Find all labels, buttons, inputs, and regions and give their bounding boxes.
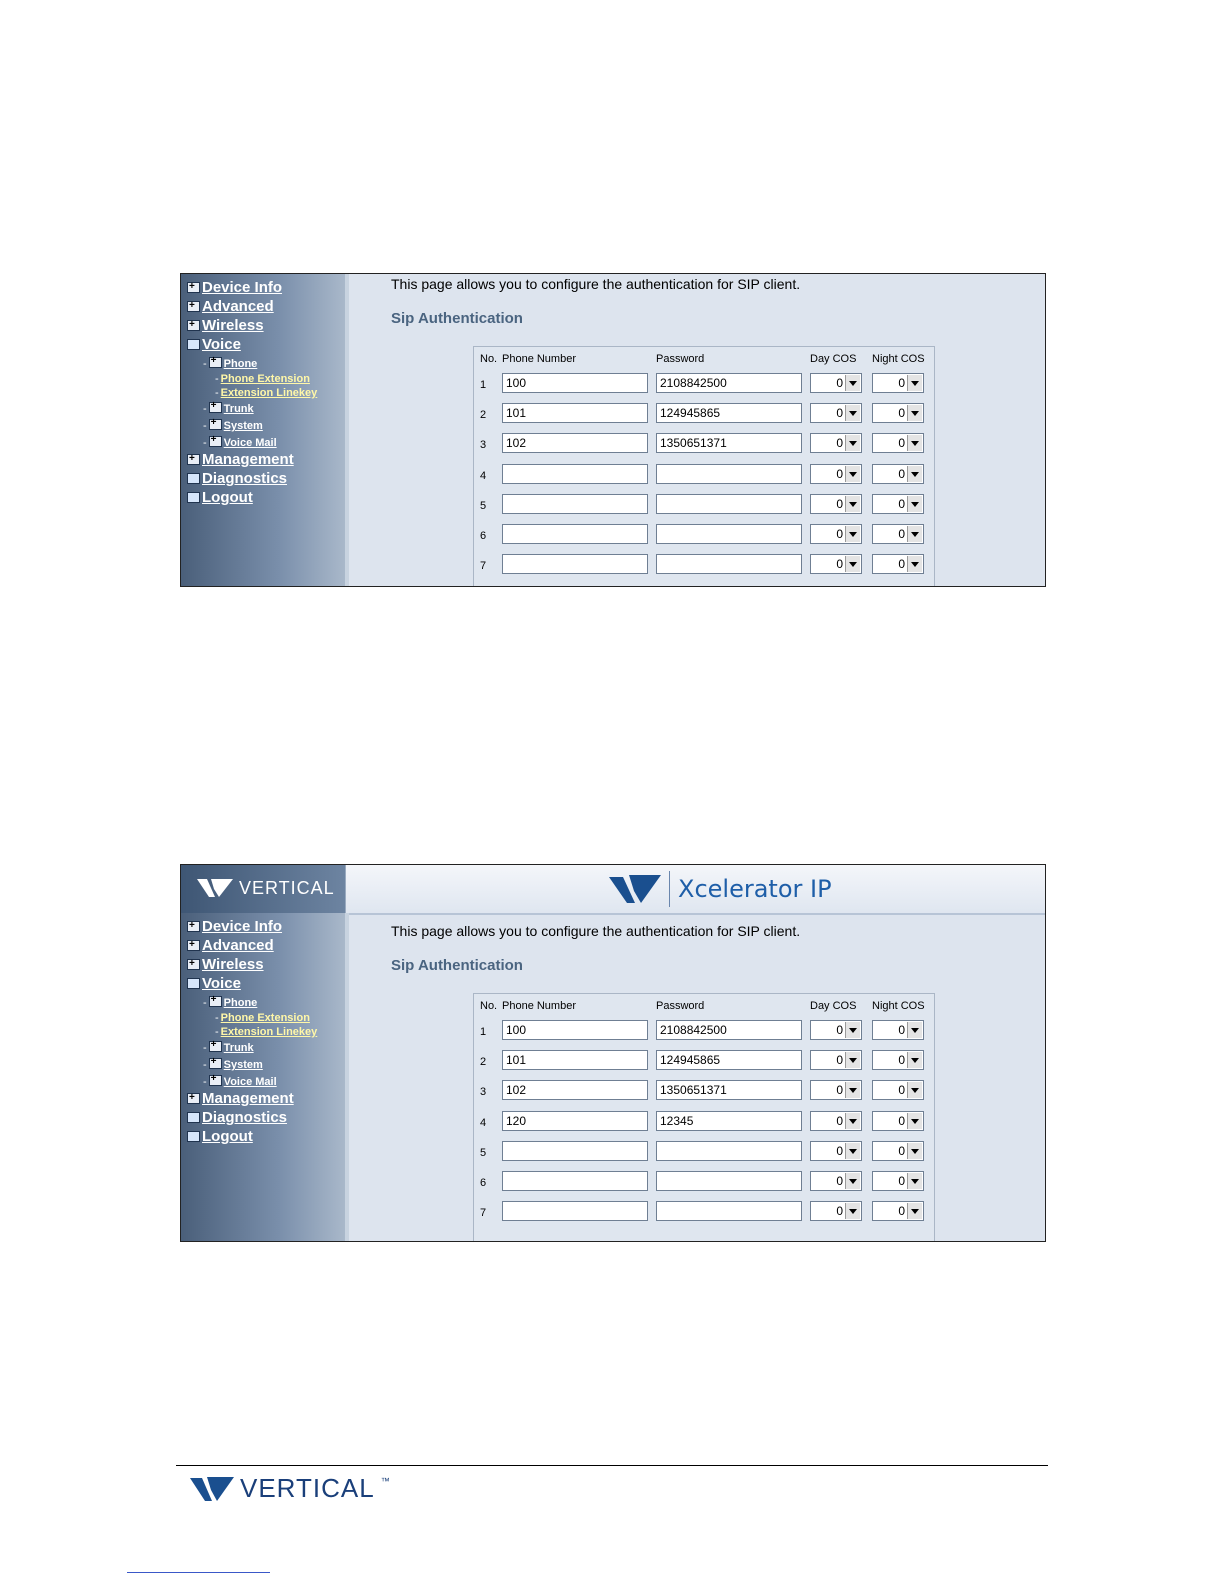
footer-rule: [176, 1465, 1048, 1466]
password-input[interactable]: 124945865: [656, 403, 802, 423]
night-cos-select[interactable]: [872, 554, 924, 574]
select-value: 0: [836, 496, 843, 511]
table-row: [474, 494, 934, 524]
row-number: 7: [480, 560, 487, 573]
night-cos-select[interactable]: [872, 403, 924, 423]
day-cos-select[interactable]: [810, 433, 862, 453]
nav-item-phone: [181, 993, 345, 1010]
xcelerator-logo-icon: [609, 873, 661, 905]
footer-link-underline[interactable]: [127, 1572, 270, 1573]
row-number: 1: [480, 1026, 487, 1038]
password-input[interactable]: [656, 1201, 802, 1221]
column-header-day-cos: Day COS: [810, 1000, 857, 1012]
chevron-down-icon[interactable]: [845, 375, 860, 391]
nav-item-voice-mail: [181, 1072, 345, 1089]
select-value: 0: [898, 527, 905, 541]
column-header-night-cos: Night COS: [872, 1000, 925, 1012]
day-cos-select[interactable]: [810, 494, 862, 514]
column-header-password: Password: [656, 1000, 705, 1012]
nav-item-extension-linekey: [181, 1024, 345, 1038]
nav-link-wireless[interactable]: Wireless: [202, 956, 264, 973]
select-value: 0: [898, 557, 905, 572]
product-name: Xcelerator IP: [678, 875, 832, 903]
page-intro: This page allows you to configure the authentication for SIP client.: [391, 276, 801, 292]
chevron-down-icon[interactable]: [907, 435, 922, 451]
nav-link-device-info[interactable]: Device Info: [202, 918, 283, 935]
night-cos-select[interactable]: [872, 1020, 924, 1040]
nav-item-diagnostics: [181, 1108, 345, 1127]
nav-item-advanced: [181, 297, 345, 316]
nav-item-trunk: [181, 1038, 345, 1055]
row-number: 7: [480, 1207, 487, 1220]
chevron-down-icon[interactable]: [845, 1203, 860, 1219]
night-cos-select[interactable]: [872, 1050, 924, 1070]
select-value: 0: [836, 1143, 843, 1158]
table-row: [474, 1171, 934, 1201]
night-cos-select[interactable]: [872, 1111, 924, 1131]
select-value: 0: [898, 1174, 905, 1188]
plus-folder-icon: [187, 940, 200, 951]
trademark: ™: [380, 1475, 390, 1486]
nav-item-voice: [181, 335, 345, 354]
nav-item-phone: [181, 354, 345, 371]
night-cos-select[interactable]: [872, 373, 924, 393]
table-row: [474, 464, 934, 494]
row-number: 6: [480, 1177, 487, 1189]
night-cos-select[interactable]: [872, 1080, 924, 1100]
phone-number-input[interactable]: [502, 1201, 648, 1221]
night-cos-select[interactable]: [872, 1171, 924, 1191]
day-cos-select[interactable]: [810, 1111, 862, 1131]
nav-item-advanced: [181, 936, 345, 955]
plus-folder-icon: [209, 357, 222, 368]
chevron-down-icon[interactable]: [907, 526, 922, 542]
chevron-down-icon[interactable]: [907, 1203, 922, 1219]
phone-number-input[interactable]: [502, 1171, 648, 1191]
nav-link-logout[interactable]: Logout: [202, 1128, 253, 1145]
chevron-down-icon[interactable]: [845, 1052, 860, 1068]
chevron-down-icon[interactable]: [907, 375, 922, 391]
night-cos-select[interactable]: [872, 1141, 924, 1161]
table-row: [474, 1201, 934, 1231]
plus-folder-icon: [209, 419, 222, 430]
chevron-down-icon[interactable]: [907, 1082, 922, 1098]
phone-number-input[interactable]: 120: [502, 1111, 648, 1131]
row-number: 6: [480, 530, 487, 542]
sip-auth-table: [473, 993, 935, 1242]
nav-link-voice[interactable]: Voice: [202, 975, 241, 992]
nav-item-wireless: [181, 316, 345, 335]
chevron-down-icon[interactable]: [845, 556, 860, 572]
nav-link-logout[interactable]: Logout: [202, 489, 253, 506]
select-value: 0: [898, 1143, 905, 1158]
select-value: 0: [898, 466, 905, 481]
chevron-down-icon[interactable]: [907, 1173, 922, 1189]
nav-link-trunk[interactable]: Trunk: [223, 1042, 254, 1054]
plus-folder-icon: [187, 1093, 200, 1104]
column-header-phone-number: Phone Number: [502, 1000, 576, 1012]
password-input[interactable]: 2108842500: [656, 373, 802, 393]
tree-dash: -: [203, 1059, 207, 1071]
chevron-down-icon[interactable]: [845, 496, 860, 512]
day-cos-select[interactable]: [810, 373, 862, 393]
sidebar: [181, 913, 349, 1241]
night-cos-select[interactable]: [872, 524, 924, 544]
nav-link-voice[interactable]: Voice: [202, 336, 241, 353]
nav-item-phone-extension: [181, 371, 345, 385]
select-value: 0: [898, 406, 905, 421]
nav-link-extension-linekey[interactable]: Extension Linekey: [220, 387, 318, 399]
nav-item-voice-mail: [181, 433, 345, 450]
page-intro: This page allows you to configure the authentication for SIP client.: [391, 923, 801, 939]
chevron-down-icon[interactable]: [907, 1052, 922, 1068]
row-number: 2: [480, 409, 487, 422]
vertical-logo-icon: [197, 877, 233, 899]
nav-item-wireless: [181, 955, 345, 974]
select-value: 0: [836, 376, 843, 390]
nav-link-system[interactable]: System: [223, 420, 263, 432]
table-row: [474, 373, 934, 403]
tree-dash: -: [203, 1042, 207, 1054]
select-value: 0: [836, 436, 843, 451]
row-number: 2: [480, 1056, 487, 1069]
day-cos-select[interactable]: [810, 524, 862, 544]
app-header: [181, 865, 1045, 915]
phone-number-input[interactable]: [502, 464, 648, 484]
nav-link-phone-extension[interactable]: Phone Extension: [220, 373, 310, 385]
nav-item-voice: [181, 974, 345, 993]
password-input[interactable]: 1350651371: [656, 1080, 802, 1100]
table-row: [474, 1141, 934, 1171]
plus-folder-icon: [209, 996, 222, 1007]
nav-link-phone[interactable]: Phone: [223, 358, 258, 370]
select-value: 0: [836, 1023, 843, 1037]
chevron-down-icon[interactable]: [845, 1113, 860, 1129]
nav-link-diagnostics[interactable]: Diagnostics: [202, 470, 288, 487]
password-input[interactable]: [656, 554, 802, 574]
column-header-day-cos: Day COS: [810, 353, 857, 365]
night-cos-select[interactable]: [872, 433, 924, 453]
tree-dash: -: [215, 1012, 219, 1024]
chevron-down-icon[interactable]: [907, 1143, 922, 1159]
nav-link-advanced[interactable]: Advanced: [202, 298, 274, 315]
plus-folder-icon: [187, 301, 200, 312]
nav-link-management[interactable]: Management: [202, 451, 294, 468]
nav-item-management: [181, 1089, 345, 1108]
open-folder-icon: [187, 339, 200, 350]
day-cos-select[interactable]: [810, 1141, 862, 1161]
password-input[interactable]: 2108842500: [656, 1020, 802, 1040]
chevron-down-icon[interactable]: [907, 556, 922, 572]
column-header-password: Password: [656, 353, 705, 365]
plus-folder-icon: [209, 1041, 222, 1052]
table-row: [474, 1111, 934, 1141]
column-header-no-: No.: [480, 353, 498, 365]
row-number: 3: [480, 439, 487, 452]
select-value: 0: [836, 466, 843, 481]
nav-item-logout: [181, 1127, 345, 1146]
nav-link-voice-mail[interactable]: Voice Mail: [223, 1076, 277, 1088]
screenshot-sip-auth-after: [180, 864, 1046, 1242]
nav-item-management: [181, 450, 345, 469]
nav-link-device-info[interactable]: Device Info: [202, 279, 283, 296]
phone-number-input[interactable]: 102: [502, 1080, 648, 1100]
select-value: 0: [898, 1083, 905, 1098]
day-cos-select[interactable]: [810, 1080, 862, 1100]
section-title: Sip Authentication: [391, 957, 523, 974]
night-cos-select[interactable]: [872, 464, 924, 484]
tree-dash: -: [215, 1026, 219, 1038]
select-value: 0: [898, 376, 905, 390]
nav-item-diagnostics: [181, 469, 345, 488]
chevron-down-icon[interactable]: [845, 1173, 860, 1189]
nav-tree: [181, 274, 345, 507]
select-value: 0: [836, 1174, 843, 1188]
row-number: 1: [480, 379, 487, 391]
brand-name: VERTICAL: [239, 877, 335, 898]
column-header-phone-number: Phone Number: [502, 353, 576, 365]
vertical-logo-icon: [190, 1475, 234, 1503]
phone-number-input[interactable]: [502, 1141, 648, 1161]
table-row: [474, 403, 934, 433]
day-cos-select[interactable]: [810, 1050, 862, 1070]
plus-folder-icon: [209, 436, 222, 447]
plus-folder-icon: [187, 959, 200, 970]
section-title: Sip Authentication: [391, 310, 523, 327]
nav-link-phone-extension[interactable]: Phone Extension: [220, 1012, 310, 1024]
select-value: 0: [898, 1023, 905, 1037]
night-cos-select[interactable]: [872, 1201, 924, 1221]
day-cos-select[interactable]: [810, 1201, 862, 1221]
password-input[interactable]: [656, 1141, 802, 1161]
phone-number-input[interactable]: 101: [502, 403, 648, 423]
nav-link-phone[interactable]: Phone: [223, 997, 258, 1009]
row-number: 5: [480, 1146, 487, 1159]
sidebar: [181, 274, 349, 586]
nav-link-trunk[interactable]: Trunk: [223, 403, 254, 415]
nav-tree: [181, 913, 345, 1146]
tree-dash: -: [203, 997, 207, 1009]
select-value: 0: [898, 496, 905, 511]
select-value: 0: [898, 1113, 905, 1128]
password-input[interactable]: 1350651371: [656, 433, 802, 453]
plus-folder-icon: [187, 320, 200, 331]
row-number: 4: [480, 469, 487, 482]
nav-item-system: [181, 416, 345, 433]
nav-item-phone-extension: [181, 1010, 345, 1024]
header-brand-panel: [181, 865, 346, 913]
chevron-down-icon[interactable]: [845, 1082, 860, 1098]
plus-folder-icon: [209, 1058, 222, 1069]
product-title: [609, 871, 832, 907]
nav-link-voice-mail[interactable]: Voice Mail: [223, 437, 277, 449]
night-cos-select[interactable]: [872, 494, 924, 514]
column-header-night-cos: Night COS: [872, 353, 925, 365]
nav-item-logout: [181, 488, 345, 507]
chevron-down-icon[interactable]: [845, 405, 860, 421]
password-input[interactable]: [656, 1171, 802, 1191]
chevron-down-icon[interactable]: [907, 496, 922, 512]
footer-brand-name: VERTICAL: [240, 1473, 375, 1503]
chevron-down-icon[interactable]: [845, 526, 860, 542]
chevron-down-icon[interactable]: [907, 405, 922, 421]
folder-icon: [187, 473, 200, 484]
phone-number-input[interactable]: [502, 494, 648, 514]
table-row: [474, 524, 934, 554]
phone-number-input[interactable]: 100: [502, 1020, 648, 1040]
day-cos-select[interactable]: [810, 403, 862, 423]
phone-number-input[interactable]: [502, 524, 648, 544]
open-folder-icon: [187, 978, 200, 989]
select-value: 0: [898, 1204, 905, 1219]
select-value: 0: [836, 1113, 843, 1128]
sip-auth-table: [473, 346, 935, 587]
nav-item-device-info: [181, 278, 345, 297]
phone-number-input[interactable]: 100: [502, 373, 648, 393]
plus-folder-icon: [209, 1075, 222, 1086]
row-number: 3: [480, 1086, 487, 1099]
password-input[interactable]: [656, 524, 802, 544]
plus-folder-icon: [187, 454, 200, 465]
nav-item-extension-linekey: [181, 385, 345, 399]
day-cos-select[interactable]: [810, 554, 862, 574]
screenshot-sip-auth-before: [180, 273, 1046, 587]
table-row: [474, 1020, 934, 1050]
tree-dash: -: [203, 403, 207, 415]
plus-folder-icon: [209, 402, 222, 413]
column-header-no-: No.: [480, 1000, 498, 1012]
nav-link-wireless[interactable]: Wireless: [202, 317, 264, 334]
table-row: [474, 554, 934, 584]
tree-dash: -: [203, 437, 207, 449]
brand-logo: [197, 877, 335, 899]
table-row: [474, 1080, 934, 1110]
tree-dash: -: [203, 1076, 207, 1088]
nav-link-management[interactable]: Management: [202, 1090, 294, 1107]
row-number: 4: [480, 1116, 487, 1129]
day-cos-select[interactable]: [810, 1171, 862, 1191]
password-input[interactable]: [656, 494, 802, 514]
nav-item-system: [181, 1055, 345, 1072]
tree-dash: -: [203, 420, 207, 432]
footer-logo: [190, 1473, 390, 1504]
password-input[interactable]: 12345: [656, 1111, 802, 1131]
folder-icon: [187, 1131, 200, 1142]
content-area: [349, 274, 1045, 586]
nav-item-trunk: [181, 399, 345, 416]
table-row: [474, 1050, 934, 1080]
plus-folder-icon: [187, 282, 200, 293]
chevron-down-icon[interactable]: [845, 435, 860, 451]
folder-icon: [187, 492, 200, 503]
chevron-down-icon[interactable]: [845, 466, 860, 482]
day-cos-select[interactable]: [810, 1020, 862, 1040]
chevron-down-icon[interactable]: [845, 1022, 860, 1038]
select-value: 0: [898, 436, 905, 451]
select-value: 0: [836, 527, 843, 541]
nav-link-advanced[interactable]: Advanced: [202, 937, 274, 954]
chevron-down-icon[interactable]: [907, 1022, 922, 1038]
select-value: 0: [836, 557, 843, 572]
nav-link-system[interactable]: System: [223, 1059, 263, 1071]
phone-number-input[interactable]: 102: [502, 433, 648, 453]
select-value: 0: [836, 1053, 843, 1068]
select-value: 0: [836, 1083, 843, 1098]
chevron-down-icon[interactable]: [845, 1143, 860, 1159]
nav-link-extension-linekey[interactable]: Extension Linekey: [220, 1026, 318, 1038]
plus-folder-icon: [187, 921, 200, 932]
phone-number-input[interactable]: 101: [502, 1050, 648, 1070]
day-cos-select[interactable]: [810, 464, 862, 484]
password-input[interactable]: 124945865: [656, 1050, 802, 1070]
chevron-down-icon[interactable]: [907, 466, 922, 482]
select-value: 0: [836, 406, 843, 421]
password-input[interactable]: [656, 464, 802, 484]
select-value: 0: [898, 1053, 905, 1068]
chevron-down-icon[interactable]: [907, 1113, 922, 1129]
folder-icon: [187, 1112, 200, 1123]
table-row: [474, 433, 934, 463]
phone-number-input[interactable]: [502, 554, 648, 574]
nav-link-diagnostics[interactable]: Diagnostics: [202, 1109, 288, 1126]
tree-dash: -: [203, 358, 207, 370]
select-value: 0: [836, 1204, 843, 1219]
content-area: [349, 913, 1045, 1241]
tree-dash: -: [215, 373, 219, 385]
nav-item-device-info: [181, 917, 345, 936]
row-number: 5: [480, 499, 487, 512]
tree-dash: -: [215, 387, 219, 399]
